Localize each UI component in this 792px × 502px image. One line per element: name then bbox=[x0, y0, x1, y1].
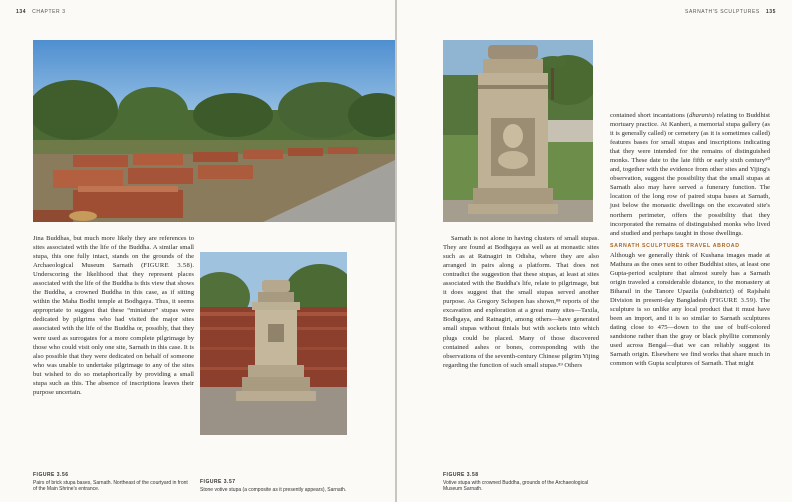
figure-3-58-text: Votive stupa with crowned Buddha, grounds of the Archaeological Museum Sarnath. bbox=[443, 479, 589, 492]
section-heading: SARNATH SCULPTURES TRAVEL ABROAD bbox=[610, 242, 740, 249]
figure-3-58-caption bbox=[443, 472, 593, 493]
left-page bbox=[0, 0, 395, 502]
right-running-head bbox=[685, 9, 782, 15]
left-page-number: 134 bbox=[16, 9, 27, 15]
right-chapter-label: SARNATH'S SCULPTURES bbox=[685, 9, 760, 15]
figure-3-58-label: FIGURE 3.58 bbox=[443, 472, 479, 478]
left-running-head bbox=[10, 9, 66, 15]
right-column-1 bbox=[443, 234, 599, 370]
col2-text-d: ). The sculpture is so unlike any local product that it must have been an import, and it is so similar to Sarnath sculptures dating close to 475—down to the use of buff-colored sandstone rather than the gray or black phyllite commonly used across Bengal—that we can reliably suggest its Sarnath origin. Elsewhere we find works that share much in common with Gupta sculptures of Sarnath. That might bbox=[610, 296, 770, 368]
figure-3-57-caption bbox=[200, 479, 380, 493]
figure-3-57-text: Stone votive stupa (a composite as it presently appears), Sarnath. bbox=[200, 486, 347, 493]
left-body-part-2: ). Underscoring the likelihood that they represent places associated with the life of the Buddha is this view that shows the Buddha, a crowned Buddha in this case, as if sitting within the Maha Bodhi temple at Bodhgaya. Thus, it seems appropriate to suggest that these “miniature” stupas were dedicated by pilgrims who had visited the major sites associated with the life of the Buddha or, possibly, that they were used as surrogates for a more complete pilgrimage by those who could visit only one site, Sarnath in this case. It is also possible that they were dedicated on behalf of someone who was unable to undertake pilgrimage to any of the sites but wished to do so metaphorically by providing a small stupa such as this. The absence of inscriptions leaves their purpose uncertain. bbox=[33, 262, 194, 396]
dharanis-term: dharanis bbox=[689, 112, 713, 119]
figure-3-59-reference[interactable]: FIGURE 3.59 bbox=[712, 296, 754, 304]
right-page bbox=[397, 0, 792, 502]
figure-3-57-label: FIGURE 3.57 bbox=[200, 479, 236, 485]
figure-3-56-text: Pairs of brick stupa bases, Sarnath. Northeast of the courtyard in front of the Main Shrine's entrance. bbox=[33, 479, 188, 492]
left-body-text bbox=[33, 234, 194, 397]
col2-text-a: contained short incantations ( bbox=[610, 112, 690, 119]
right-col1-text: Sarnath is not alone in having clusters of small stupas. They are found at Bodhgaya as well as at monastic sites such as at Ratnagiri in Odisha, where they are also arranged in pairs along a platform. That does not contradict the suggestion that these stupas, at least at sites associated with the Buddha's life, relate to pilgrimage, but it does suggest that the small stupas served another purpose. As Gregory Schopen has shown,⁸⁸ reports of the excavation and exploration at a great many sites—Taxila, Bodhgaya, and Ratnagiri, among others—have generated small stupas without finials but with sockets into which plugs could be placed. Many of those discovered contained ashes or bones, corresponding with the observations of the seventh-century Chinese pilgrim Yijing regarding the function of such small stupas.⁸⁹ Others bbox=[443, 235, 599, 369]
right-column-2 bbox=[610, 111, 770, 368]
right-page-number: 135 bbox=[765, 9, 776, 15]
figure-3-56-caption bbox=[33, 472, 191, 493]
left-chapter-label: CHAPTER 3 bbox=[32, 9, 66, 15]
left-body-part-1: Jina Buddhas, but much more likely they are references to sites associated with the life of the Buddha. A similar small stupa, this one fully intact, stands on the grounds of the Archaeological Museum Sarnath ( bbox=[33, 235, 194, 270]
figure-3-56-photo bbox=[33, 40, 395, 222]
figure-3-56-label: FIGURE 3.56 bbox=[33, 472, 69, 478]
figure-3-57-photo bbox=[200, 252, 347, 435]
col2-text-b: ) relating to Buddhist mortuary practice. At Kanheri, a memorial stupa gallery (as it is generally called) or cemetery (as it is sometimes called) features bases for small stupas and inscriptions indicating that they were intended for the remains of distinguished monks. These date to the late fifth or early sixth century⁹⁰ and, together with the evidence from other sites and Yijing's observation, suggest the possibility that the small stupas at Sarnath also may have served a funerary function. The location of the long row of paired stupa bases at Sarnath, just below the monastic dwellings on the excavated site's northern perimeter, offers the possibility that they incorporated the remains of distinguished monks who lived and studied and perhaps taught in those dwellings. bbox=[610, 112, 770, 237]
figure-3-58-photo bbox=[443, 40, 593, 222]
figure-3-58-reference[interactable]: FIGURE 3.58 bbox=[143, 262, 191, 270]
col2-text-c: Although we generally think of Kushana images made at Mathura as the ones sent to other Buddhist sites, at least one Gupta-period sculpture that almost surely has a Sarnath origin traveled a considerable distance, to the monastery at Biharail in the Tanore Upazila (subdistrict) of Rajshahi Division in present-day Bangladesh ( bbox=[610, 251, 770, 304]
